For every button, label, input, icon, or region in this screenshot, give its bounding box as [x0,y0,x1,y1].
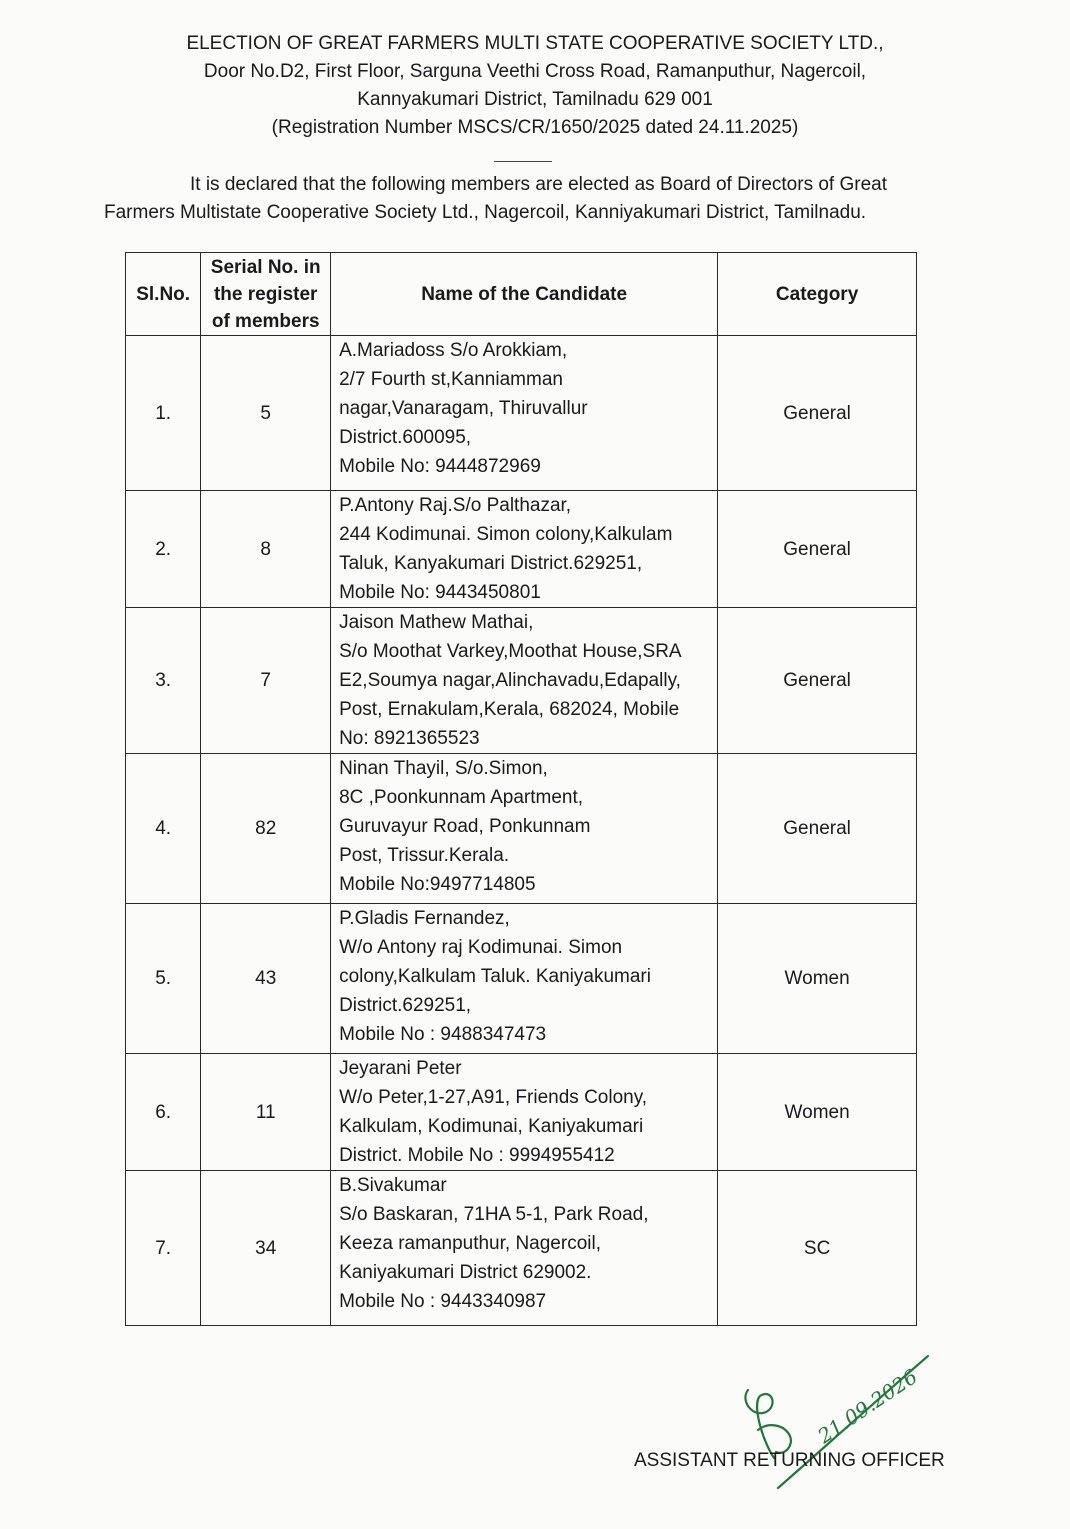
cell-category: SC [718,1171,917,1326]
declaration-line-1: It is declared that the following members are elected as Board of Directors of Great [190,174,887,195]
cell-slno: 2. [126,491,201,608]
header-serial: Serial No. in the register of members [201,253,331,336]
table-row [126,336,917,491]
cell-slno: 1. [126,336,201,491]
cell-serial: 5 [201,336,331,491]
header-district: Kannyakumari District, Tamilnadu 629 001 [357,89,713,110]
cell-category: General [718,608,917,754]
signature-loop [745,1390,774,1458]
cell-serial: 82 [201,754,331,904]
table-row [126,491,917,608]
cell-category: General [718,491,917,608]
cell-slno: 5. [126,904,201,1054]
header-divider [494,161,552,162]
cell-serial: 34 [201,1171,331,1326]
table-row [126,904,917,1054]
cell-candidate: Jaison Mathew Mathai, S/o Moothat Varkey,Moothat House,SRA E2,Soumya nagar,Alinchavadu,Edapally, Post, Ernakulam,Kerala, 682024, Mobile No: 8921365523 [331,608,718,754]
table-row [126,754,917,904]
declaration-paragraph [104,171,964,227]
cell-slno: 6. [126,1054,201,1171]
document-header [0,30,1070,142]
cell-category: General [718,336,917,491]
table-row [126,1054,917,1171]
cell-candidate: B.Sivakumar S/o Baskaran, 71HA 5-1, Park Road, Keeza ramanputhur, Nagercoil, Kaniyakumari District 629002. Mobile No : 9443340987 [331,1171,718,1326]
header-address: Door No.D2, First Floor, Sarguna Veethi Cross Road, Ramanputhur, Nagercoil, [203,61,867,82]
cell-slno: 4. [126,754,201,904]
cell-category: Women [718,1054,917,1171]
cell-candidate: Jeyarani Peter W/o Peter,1-27,A91, Friends Colony, Kalkulam, Kodimunai, Kaniyakumari District. Mobile No : 9994955412 [331,1054,718,1171]
cell-serial: 8 [201,491,331,608]
cell-category: Women [718,904,917,1054]
cell-slno: 7. [126,1171,201,1326]
cell-serial: 7 [201,608,331,754]
cell-category: General [718,754,917,904]
cell-candidate: P.Antony Raj.S/o Palthazar, 244 Kodimunai. Simon colony,Kalkulam Taluk, Kanyakumari District.629251, Mobile No: 9443450801 [331,491,718,608]
declaration-line-2: Farmers Multistate Cooperative Society Ltd., Nagercoil, Kanniyakumari District, Tamilnadu. [104,202,867,223]
elected-members-table [125,252,917,1326]
table-row [126,608,917,754]
header-society-title: ELECTION OF GREAT FARMERS MULTI STATE COOPERATIVE SOCIETY LTD., [186,33,884,54]
signatory-title: ASSISTANT RETURNING OFFICER [634,1450,945,1471]
signature-curve [758,1425,791,1453]
header-category: Category [718,253,917,336]
table-row [126,1171,917,1326]
signature-date: 21.09.2026 [813,1364,922,1449]
table-header-row [126,253,917,336]
header-name: Name of the Candidate [331,253,718,336]
cell-serial: 43 [201,904,331,1054]
header-registration: (Registration Number MSCS/CR/1650/2025 dated 24.11.2025) [271,117,799,138]
handwritten-signature [728,1348,943,1498]
cell-slno: 3. [126,608,201,754]
cell-candidate: P.Gladis Fernandez, W/o Antony raj Kodimunai. Simon colony,Kalkulam Taluk. Kaniyakumari District.629251, Mobile No : 9488347473 [331,904,718,1054]
cell-serial: 11 [201,1054,331,1171]
cell-candidate: A.Mariadoss S/o Arokkiam, 2/7 Fourth st,Kanniamman nagar,Vanaragam, Thiruvallur District.600095, Mobile No: 9444872969 [331,336,718,491]
cell-candidate: Ninan Thayil, S/o.Simon, 8C ,Poonkunnam Apartment, Guruvayur Road, Ponkunnam Post, Trissur.Kerala. Mobile No:9497714805 [331,754,718,904]
header-slno: Sl.No. [126,253,201,336]
